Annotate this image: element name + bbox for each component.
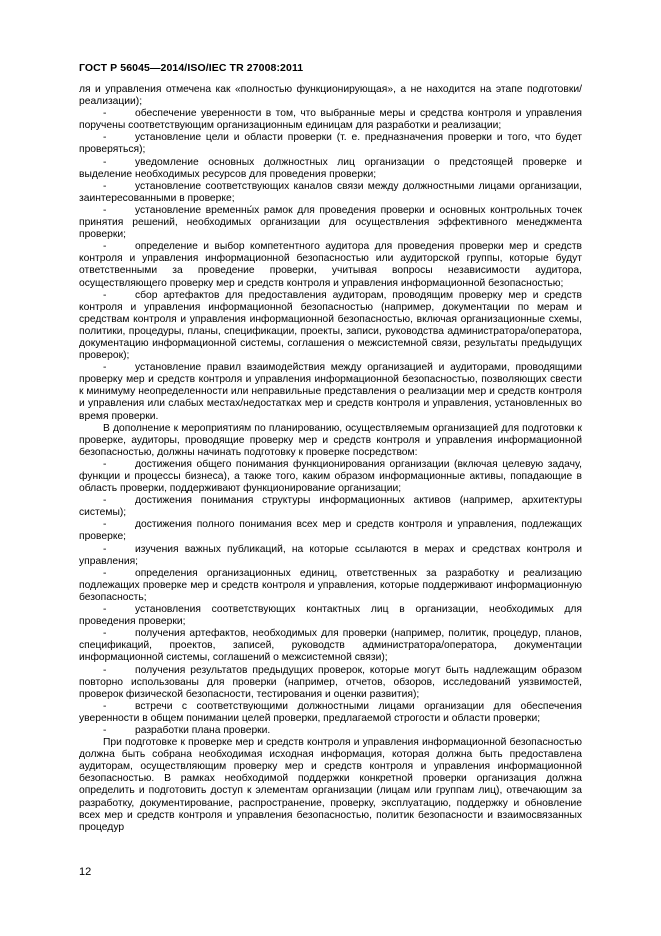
document-header: ГОСТ Р 56045—2014/ISO/IEC TR 27008:2011 [79,62,304,74]
list-item [79,241,582,289]
paragraph-text: сбор артефактов для предоставления аудиторам, проводящим проверку мер и средств контроля и управления информационной безопасностью (например, документации по мерам и средствам контроля и управления информационной безопасностью, включая организационные схемы, политики, процедуры, планы, спецификации, проекты, записи, руководства администратора/оператора, документацию информационной системы, соглашения о межсистемной связи, результаты предыдущих проверок); [79,289,582,362]
list-item [79,628,582,664]
paragraph-text: обеспечение уверенности в том, что выбранные меры и средства контроля и управления поручены соответствующим организационным единицам для разработки и реализации; [79,108,582,132]
list-bullet: - [103,724,107,736]
list-item [79,157,582,181]
paragraph-text: получения результатов предыдущих проверок, которые могут быть надлежащим образом повторно использованы для проверки (например, отчетов, обзоров, исследований уязвимостей, проверок физической безопасности, тестирования и оценки развития); [79,664,582,700]
list-bullet: - [103,289,107,301]
paragraph-text: установление соответствующих каналов связи между должностными лицами организации, заинтересованными в проверке; [79,180,582,204]
paragraph-text: определения организационных единиц, ответственных за разработку и реализацию подлежащих проверке мер и средств контроля и управления, которые поддерживают информационную безопасность; [79,567,582,603]
paragraph-text: достижения полного понимания всех мер и средств контроля и управления, подлежащих проверке; [79,519,582,543]
list-bullet: - [103,664,107,676]
paragraph-text: ля и управления отмечена как «полностью функционирующая», а не находится на этапе подготовки/реализации); [79,84,582,108]
list-item [79,132,582,156]
list-bullet: - [103,543,107,555]
list-item [79,459,582,495]
list-bullet: - [103,604,107,616]
paragraph-text: При подготовке к проверке мер и средств контроля и управления информационной безопасностью должна быть собрана необходимая исходная информация, которая должна быть предоставлена аудиторам, осуществляющим проверку мер и средств контроля и управления информационной безопасностью. В рамках необходимой поддержки конкретной проверки организация должна определить и подготовить доступ к элементам организации (лицам или группам лиц), отвечающим за разработку, документирование, распространение, проверку, эксплуатацию, поддержку и обновление всех мер и средств контроля и управления безопасностью, политик безопасности и взаимосвязанных процедур [79,737,582,833]
list-item [79,701,582,725]
paragraph-text: разработки плана проверки. [135,724,271,736]
list-item [79,665,582,701]
paragraph-text: достижения общего понимания функционирования организации (включая целевую задачу, функции и процессы бизнеса), а также того, каким образом информационные активы, попадающие в область проверки, поддерживают функционирование организации; [79,458,582,495]
paragraph-text: установления соответствующих контактных лиц в организации, необходимых для проведения проверки; [79,604,582,628]
list-item [79,568,582,604]
list-bullet: - [103,519,107,531]
paragraph-text: установление временны́х рамок для проведения проверки и основных контрольных точек принятия решений, необходимых организации для осуществления эффективного менеджмента проверки; [79,204,582,241]
list-item [79,290,582,363]
document-body [79,84,582,834]
paragraph-text: встречи с соответствующими должностными лицами организации для обеспечения уверенности в общем понимании целей проверки, предлагаемой строгости и области проверки; [79,700,582,724]
list-bullet: - [103,567,107,579]
paragraph-text: достижения понимания структуры информационных активов (например, архитектуры системы); [79,495,582,519]
paragraph-text: определение и выбор компетентного аудитора для проведения проверки мер и средств контроля и управления информационной безопасностью или аудиторской группы, которые будут ответственными за проведение проверки, учитывая вопросы независимости аудитора, осуществляющего проверку мер и средств контроля и управления информационной безопасностью; [79,241,582,289]
list-bullet: - [103,362,107,374]
list-bullet: - [103,495,107,507]
paragraph-text: В дополнение к мероприятиям по планированию, осуществляемым организацией для подготовки к проверке, аудиторы, проводящие проверку мер и средств контроля и управления информационной безопасностью, должны начинать подготовку к проверке посредством: [79,422,582,458]
list-item [79,519,582,543]
list-item [79,205,582,241]
list-item [79,725,582,737]
paragraph [79,737,582,834]
list-item [79,362,582,422]
paragraph-text: получения артефактов, необходимых для проверки (например, политик, процедур, планов, спецификаций, проектов, записей, руководств администратора/оператора, документации информационной системы, соглашений о межсистемной связи); [79,628,582,664]
list-item [79,495,582,519]
list-bullet: - [103,132,107,144]
list-item [79,544,582,568]
list-bullet: - [103,458,107,470]
paragraph-text: уведомление основных должностных лиц организации о предстоящей проверке и выделение необходимых ресурсов для проведения проверки; [79,156,582,180]
list-bullet: - [103,108,107,120]
paragraph-text: изучения важных публикаций, на которые ссылаются в мерах и средствах контроля и управления; [79,543,582,567]
list-bullet: - [103,628,107,640]
list-item [79,604,582,628]
list-bullet: - [103,204,107,216]
list-bullet: - [103,241,107,253]
list-item [79,108,582,132]
list-item [79,181,582,205]
page-number: 12 [79,866,92,878]
paragraph [79,84,582,108]
paragraph-text: установление цели и области проверки (т. е. предназначения проверки и того, что будет проверяться); [79,132,582,156]
paragraph-text: установление правил взаимодействия между организацией и аудиторами, проводящими проверку мер и средств контроля и управления информационной безопасностью, позволяющих свести к минимуму неопределенности или неправильные представления о реализации мер и средств контроля и управления или слабых местах/недостатках мер и средств контроля и управления, установленных во время проверки. [79,362,582,422]
list-bullet: - [103,180,107,192]
list-bullet: - [103,156,107,168]
paragraph [79,423,582,459]
list-bullet: - [103,700,107,712]
